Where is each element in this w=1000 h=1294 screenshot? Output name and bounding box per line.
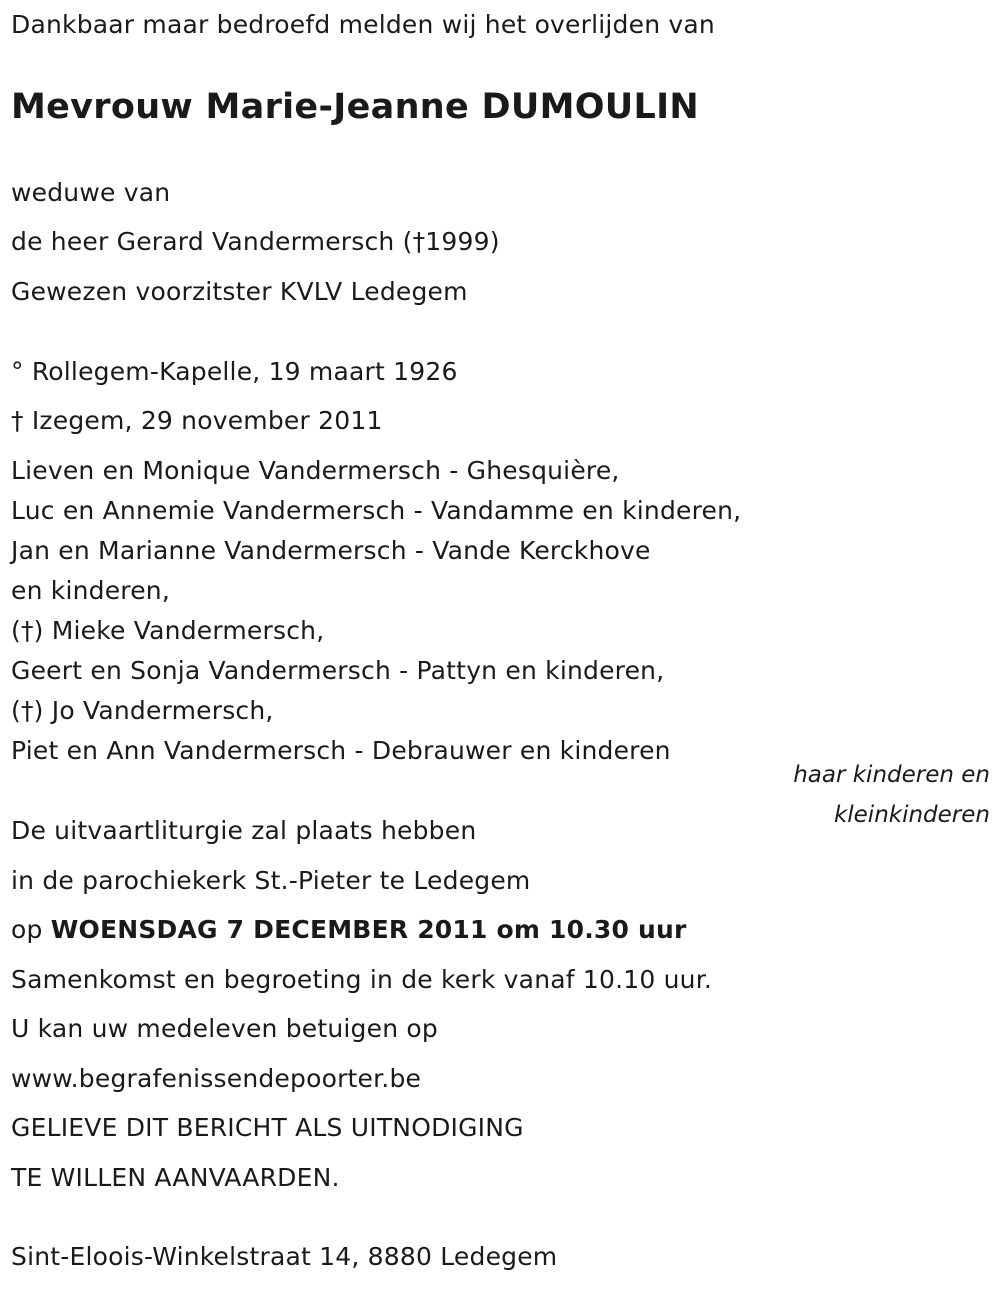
funeral-date: WOENSDAG 7 DECEMBER 2011 om 10.30 uur — [50, 915, 687, 944]
gathering-line: Samenkomst en begroeting in de kerk vanaf 10.10 uur. — [11, 965, 713, 994]
role-text: Gewezen voorzitster KVLV Ledegem — [11, 277, 468, 306]
family-line: Lieven en Monique Vandermersch - Ghesquière, — [11, 456, 620, 485]
death-line: † Izegem, 29 november 2011 — [11, 406, 383, 435]
birth-line: ° Rollegem-Kapelle, 19 maart 1926 — [11, 357, 458, 386]
widow-intro: weduwe van — [11, 178, 171, 207]
liturgy-line: De uitvaartliturgie zal plaats hebben — [11, 816, 477, 845]
intro-text: Dankbaar maar bedroefd melden wij het overlijden van — [11, 10, 715, 39]
family-line: (†) Mieke Vandermersch, — [11, 616, 325, 645]
signature-line-1: haar kinderen en — [793, 762, 990, 788]
invite-line-2: TE WILLEN AANVAARDEN. — [11, 1163, 340, 1192]
invite-line-1: GELIEVE DIT BERICHT ALS UITNODIGING — [11, 1113, 524, 1142]
family-line: Jan en Marianne Vandermersch - Vande Kerckhove — [11, 536, 651, 565]
website-link[interactable]: www.begrafenissendepoorter.be — [11, 1064, 422, 1093]
funeral-date-line — [11, 915, 687, 945]
date-prefix: op — [11, 915, 51, 944]
family-line: Piet en Ann Vandermersch - Debrauwer en kinderen — [11, 736, 671, 765]
family-line: Geert en Sonja Vandermersch - Pattyn en kinderen, — [11, 656, 665, 685]
church-line: in de parochiekerk St.-Pieter te Ledegem — [11, 866, 531, 895]
deceased-name: Mevrouw Marie-Jeanne DUMOULIN — [11, 87, 700, 127]
address-line: Sint-Eloois-Winkelstraat 14, 8880 Ledegem — [11, 1242, 558, 1271]
condolence-line: U kan uw medeleven betuigen op — [11, 1014, 438, 1043]
family-line: en kinderen, — [11, 576, 170, 605]
family-line: Luc en Annemie Vandermersch - Vandamme en kinderen, — [11, 496, 742, 525]
spouse-name: de heer Gerard Vandermersch (†1999) — [11, 227, 500, 256]
signature-line-2: kleinkinderen — [833, 802, 990, 828]
family-line: (†) Jo Vandermersch, — [11, 696, 274, 725]
